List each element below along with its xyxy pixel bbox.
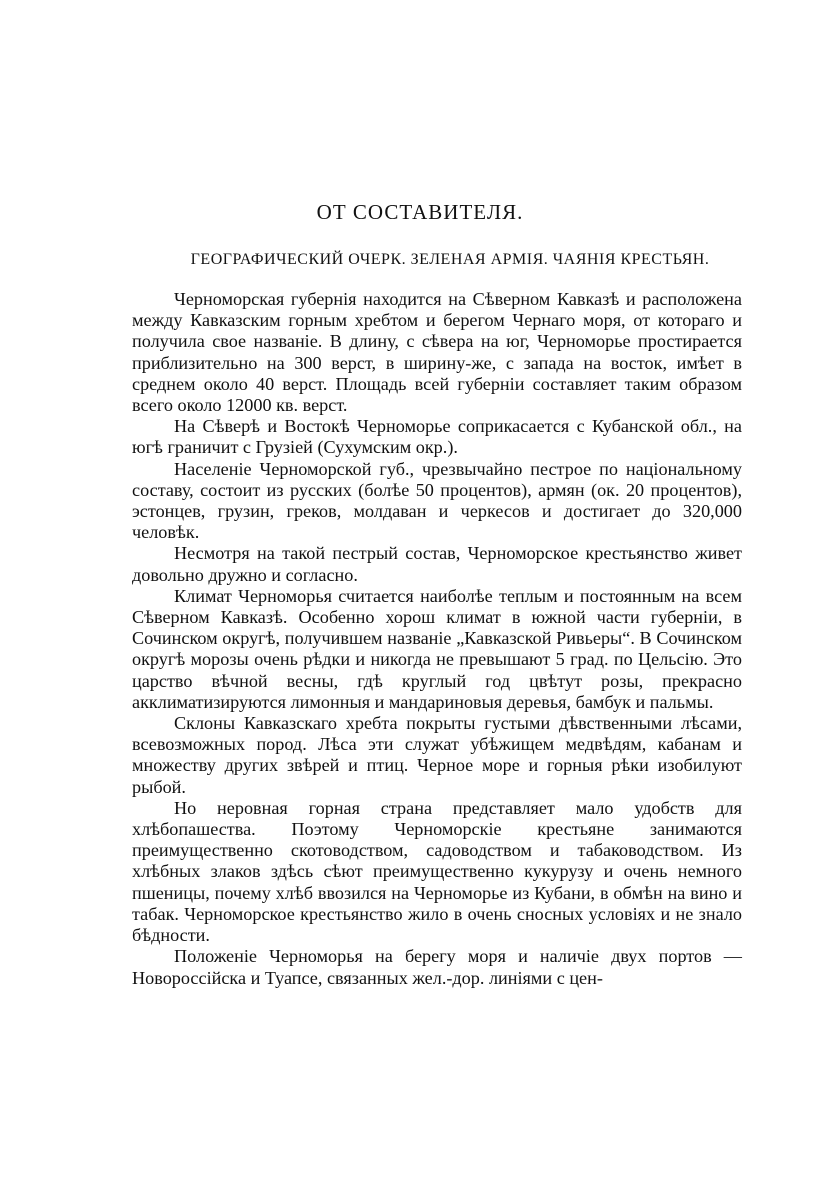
paragraph: На Сѣверѣ и Востокѣ Черноморье соприкасается с Кубанской обл., на югѣ граничит с Грузіей (Сухумским окр.). [132,416,742,458]
paragraph: Но неровная горная страна представляет мало удобств для хлѣбопашества. Поэтому Черноморскіе крестьяне занимаются преимущественно скотоводством, садоводством и табаководством. Из хлѣбных злаков здѣсь сѣют преимущественно кукурузу и очень немного пшеницы, почему хлѣб ввозился на Черноморье из Кубани, в обмѣн на вино и табак. Черноморское крестьянство жило в очень сносных условіях и не знало бѣдности. [132,797,742,946]
paragraph: Положеніе Черноморья на берегу моря и наличіе двух портов — Новороссійска и Туапсе, связанных жел.-дор. линіями с цен- [132,946,742,988]
paragraph: Несмотря на такой пестрый состав, Черноморское крестьянство живет довольно дружно и согласно. [132,543,742,585]
paragraph: Черноморская губернія находится на Сѣверном Кавказѣ и расположена между Кавказским горным хребтом и берегом Чернаго моря, от котораго и получила свое названіе. В длину, с сѣвера на юг, Черноморье простирается приблизительно на 300 верст, в ширину-же, с запада на восток, имѣет в среднем около 40 верст. Площадь всей губерніи составляет таким образом всего около 12000 кв. верст. [132,289,742,416]
paragraph: Склоны Кавказскаго хребта покрыты густыми дѣвственными лѣсами, всевозможных пород. Лѣса эти служат убѣжищем медвѣдям, кабанам и множеству других звѣрей и птиц. Черное море и горныя рѣки изобилуют рыбой. [132,713,742,797]
section-subtitle: ГЕОГРАФИЧЕСКИЙ ОЧЕРК. ЗЕЛЕНАЯ АРМІЯ. ЧАЯНІЯ КРЕСТЬЯН. [190,251,710,268]
paragraph: Населеніе Черноморской губ., чрезвычайно пестрое по національному составу, состоит из русских (болѣе 50 процентов), армян (ок. 20 процентов), эстонцев, грузин, греков, молдаван и черкесов и достигает до 320,000 человѣк. [132,458,742,543]
body-text [132,289,742,989]
page-title: ОТ СОСТАВИТЕЛЯ. [316,200,524,224]
paragraph: Климат Черноморья считается наиболѣе теплым и постоянным на всем Сѣверном Кавказѣ. Особенно хорош климат в южной части губерніи, в Сочинском округѣ, получившем названіе „Кавказской Ривьеры“. В Сочинском округѣ морозы очень рѣдки и никогда не превышают 5 град. по Цельсію. Это царство вѣчной весны, гдѣ круглый год цвѣтут розы, прекрасно акклиматизируются лимонныя и мандариновыя деревья, бамбук и пальмы. [132,585,742,712]
